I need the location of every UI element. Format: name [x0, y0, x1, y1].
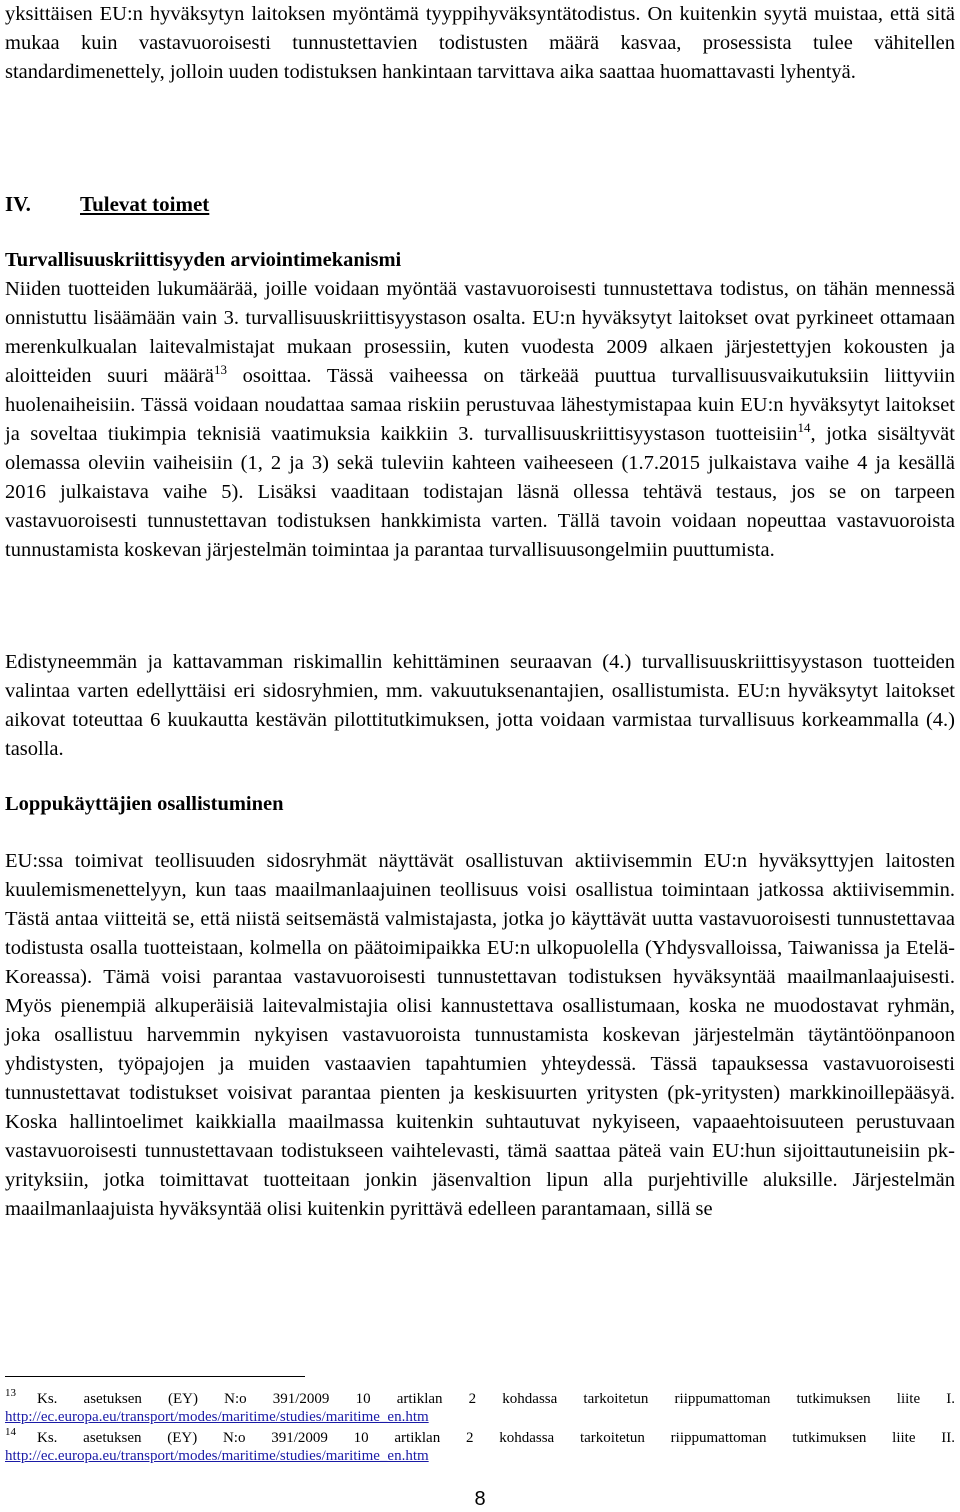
- footnote-13-link[interactable]: http://ec.europa.eu/transport/modes/maritime/studies/maritime_en.htm: [5, 1409, 429, 1425]
- footnote-14-text: Ks. asetuksen (EY) N:o 391/2009 10 artiklan 2 kohdassa tarkoitetun riippumattoman tutkimuksen liite II.: [37, 1430, 955, 1446]
- subsection-risk-paragraph-2-block: [5, 648, 955, 764]
- footnote-13-text: Ks. asetuksen (EY) N:o 391/2009 10 artiklan 2 kohdassa tarkoitetun riippumattoman tutkimuksen liite I.: [37, 1391, 955, 1407]
- footnote-14: [5, 1426, 955, 1465]
- subsection-risk-paragraph-2: Edistyneemmän ja kattavamman riskimallin kehittäminen seuraavan (4.) turvallisuuskriittisyystason tuotteiden valintaa varten edellyttäisi eri sidosryhmien, mm. vakuutuksenantajien, osallistumista. EU:n hyväksytyt laitokset aikovat toteuttaa 6 kuukautta kestävän pilottitutkimuksen, jotta voidaan varmistaa turvallisuus korkeammalla (4.) tasolla.: [5, 651, 955, 760]
- subsection-endusers-title-block: [5, 790, 955, 819]
- footnote-divider: [5, 1376, 305, 1377]
- subsection-endusers-title: Loppukäyttäjien osallistuminen: [5, 793, 284, 815]
- paragraph-part-3: , jotka sisältyvät olemassa oleviin vaiheisiin (1, 2 ja 3) sekä tuleviin kahteen vaiheeseen (1.7.2015 julkaistava vaihe 4 ja kesällä 2016 julkaistava vaihe 5). Lisäksi vaaditaan todistajan läsnä ollessa tehtävä testaus, jos se on tarpeen vastavuoroisesti tunnustettavan todistuksen hankkimista varten. Tällä tavoin voidaan nopeuttaa vastavuoroista tunnustamista koskevan järjestelmän toimintaa ja parantaa turvallisuusongelmiin puuttumista.: [5, 423, 955, 561]
- intro-paragraph-block: [5, 0, 955, 87]
- section-number: IV.: [5, 192, 31, 216]
- subsection-endusers-paragraph: EU:ssa toimivat teollisuuden sidosryhmät näyttävät osallistuvan aktiivisemmin EU:n hyväksyttyjen laitosten kuulemismenettelyyn, kun taas maailmanlaajuinen teollisuus voisi osallistua toimintaan jatkossa aktiivisemmin. Tästä antaa viitteitä se, että niistä seitsemästä valmistajasta, jotka jo käyttävät uutta vastavuoroisesti tunnustettavaa todistusta osalla tuotteistaan, kolmella on päätoimipaikka EU:n ulkopuolella (Yhdysvalloissa, Taiwanissa ja Etelä-Koreassa). Tämä voisi parantaa vastavuoroisesti tunnustettavan todistuksen hyväksyntää maailmanlaajuisesti. Myös pienempiä alkuperäisiä laitevalmistajia olisi kannustettava osallistumaan, koska ne muodostavat ryhmän, joka osallistuu harvemmin nykyisen vastavuoroista tunnustamista koskevan järjestelmän täytäntöönpanoon yhdistysten, työpajojen ja muiden vastaavien tapahtumien yhteydessä. Tässä tapauksessa vastavuoroisesti tunnustettavat todistukset voisivat parantaa pienten ja keskisuurten yritysten (pk-yritysten) markkinoillepääsyä. Koska hallintoelimet kaikkialla maailmassa kuitenkin suhtautuvat nykyiseen, vapaaehtoisuuteen perustuvaan vastavuoroisesti tunnustettavaan todistukseen vaihtelevasti, tämä saattaa päteä vain EU:hun sijoittautuneisiin pk-yrityksiin, jotka toimittavat tuotteitaan jonkin jäsenvaltion lipun alla purjehtiville aluksille. Järjestelmän maailmanlaajuista hyväksyntää olisi kuitenkin pyrittävä edelleen parantamaan, sillä se: [5, 850, 955, 1220]
- footnote-ref-13[interactable]: 13: [213, 362, 227, 377]
- paragraph-part-1: Niiden tuotteiden lukumäärää, joille voidaan myöntää vastavuoroisesti tunnustettava todistus, on tähän mennessä onnistuttu lisäämään vain 3. turvallisuuskriittisyystason osalta. EU:n hyväksytyt laitokset ovat pyrkineet ottamaan merenkulkualan laitevalmistajat mukaan prosessiin, kuten vuodesta 2009 alkaen järjestettyjen kokousten ja aloitteiden suuri määrä: [5, 278, 955, 387]
- footnote-14-link[interactable]: http://ec.europa.eu/transport/modes/maritime/studies/maritime_en.htm: [5, 1448, 429, 1464]
- subsection-risk-paragraph: [5, 275, 955, 565]
- section-heading: [5, 192, 209, 217]
- subsection-risk-block: [5, 246, 955, 565]
- subsection-risk-title: Turvallisuuskriittisyyden arviointimekanismi: [5, 249, 402, 271]
- subsection-endusers-block: [5, 847, 955, 1224]
- footnote-13-number: 13: [5, 1387, 16, 1399]
- section-title: Tulevat toimet: [80, 192, 210, 216]
- paragraph-part-2: osoittaa. Tässä vaiheessa on tärkeää puuttua turvallisuusvaikutuksiin liittyviin huolenaiheisiin. Tässä voidaan noudattaa samaa riskiin perustuvaa lähestymistapaa kuin EU:n hyväksytyt laitokset ja soveltaa tiukimpia teknisiä vaatimuksia kaikkiin 3. turvallisuuskriittisyystason tuotteisiin: [5, 365, 955, 445]
- page-number: 8: [474, 1488, 486, 1510]
- footnote-14-number: 14: [5, 1426, 16, 1438]
- footnote-13: [5, 1387, 955, 1426]
- footnote-ref-14[interactable]: 14: [797, 420, 811, 435]
- intro-paragraph: yksittäisen EU:n hyväksytyn laitoksen myöntämä tyyppihyväksyntätodistus. On kuitenkin syytä muistaa, että sitä mukaa kuin vastavuoroisesti tunnustettavien todistusten määrä kasvaa, prosessista tulee vähitellen standardimenettely, jolloin uuden todistuksen hankintaan tarvittava aika saattaa huomattavasti lyhentyä.: [5, 3, 955, 83]
